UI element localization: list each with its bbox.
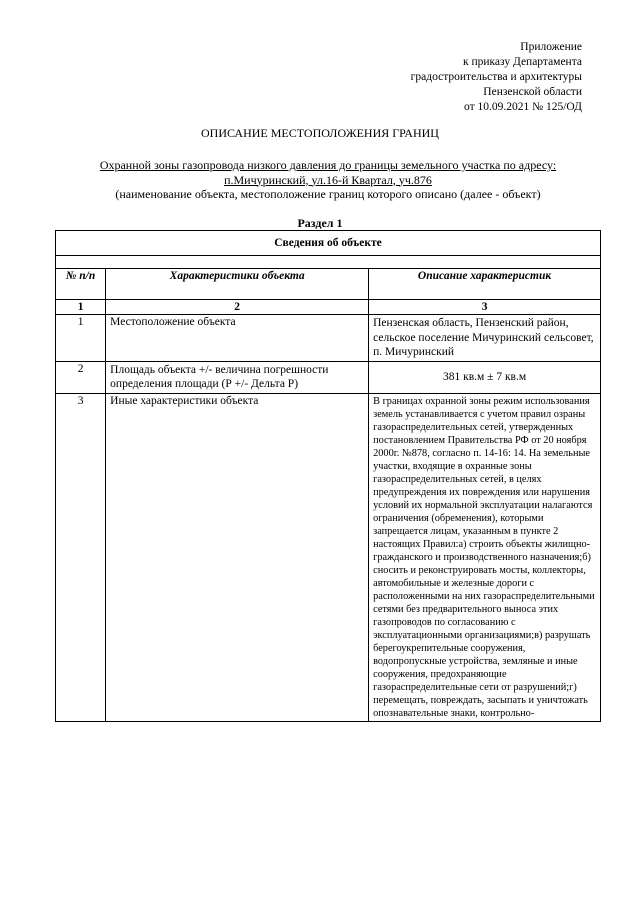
object-name-block bbox=[55, 158, 601, 202]
object-name-line1: Охранной зоны газопровода низкого давления до границы земельного участка по адресу: bbox=[99, 158, 557, 172]
table-row bbox=[56, 315, 601, 362]
table-row bbox=[56, 393, 601, 721]
section-label: Раздел 1 bbox=[297, 216, 343, 230]
object-info-table bbox=[55, 230, 601, 722]
object-name-line2: п.Мичуринский, ул.16-й Квартал, уч.876 bbox=[224, 172, 432, 187]
row-description: В границах охранной зоны режим использования земель устанавливается с учетом правил озраны газораспределительных сетей, утвержденных постановлением Правительства РФ от 20 ноября 2000г. №878, согласно п. 14-16: 14. На земельные участки, входящие в охранные зоны газораспределительных сетей, в целях предупреждения их повреждения или нарушения условий их нормальной эксплуатации налагаются ограничения (обременения), которыми запрещается лицам, указанным в пункте 2 настоящих Правил:а) строить объекты жилищно-гражданского и производственного назначения;б) сносить и реконструировать мосты, коллекторы, автомобильные и железные дороги с расположенными на них газораспределительными сетями без предварительного выноса этих газопроводов по согласованию с эксплуатационными организациями;в) разрушать берегоукрепительные сооружения, водопропускные устройства, земляные и иные сооружения, предохраняющие газораспределительные сети от разрушений;г) перемещать, повреждать, засыпать и уничтожать опознавательные знаки, контрольно- bbox=[369, 393, 601, 721]
column-number: 3 bbox=[369, 300, 601, 315]
column-header-characteristic: Характеристики объекта bbox=[106, 269, 369, 300]
appendix-line: от 10.09.2021 № 125/ОД bbox=[464, 101, 582, 113]
appendix-line: к приказу Департамента bbox=[463, 56, 582, 68]
table-row bbox=[56, 361, 601, 393]
row-description: Пензенская область, Пензенский район, сельское поселение Мичуринский сельсовет, п. Мичуринский bbox=[369, 315, 601, 362]
column-number: 1 bbox=[56, 300, 106, 315]
column-header-row bbox=[56, 269, 601, 300]
column-number-row bbox=[56, 300, 601, 315]
table-spacer-row bbox=[56, 256, 601, 269]
row-characteristic: Местоположение объекта bbox=[106, 315, 369, 362]
appendix-line: Приложение bbox=[520, 41, 582, 53]
column-number: 2 bbox=[106, 300, 369, 315]
row-description: 381 кв.м ± 7 кв.м bbox=[369, 361, 601, 393]
column-header-description: Описание характеристик bbox=[369, 269, 601, 300]
row-characteristic: Площадь объекта +/- величина погрешности определения площади (Р +/- Дельта Р) bbox=[106, 361, 369, 393]
row-number: 2 bbox=[56, 361, 106, 393]
table-header-row bbox=[56, 231, 601, 256]
appendix-line: градостроительства и архитектуры bbox=[410, 71, 582, 83]
spacer-cell bbox=[56, 256, 601, 269]
column-header-num: № п/п bbox=[56, 269, 106, 300]
row-number: 3 bbox=[56, 393, 106, 721]
document-title: ОПИСАНИЕ МЕСТОПОЛОЖЕНИЯ ГРАНИЦ bbox=[201, 126, 439, 140]
appendix-line: Пензенской области bbox=[483, 86, 582, 98]
section-header: Сведения об объекте bbox=[56, 231, 601, 256]
object-name-caption: (наименование объекта, местоположение границ которого описано (далее - объект) bbox=[115, 187, 541, 201]
appendix-block bbox=[411, 40, 582, 115]
row-number: 1 bbox=[56, 315, 106, 362]
row-characteristic: Иные характеристики объекта bbox=[106, 393, 369, 721]
